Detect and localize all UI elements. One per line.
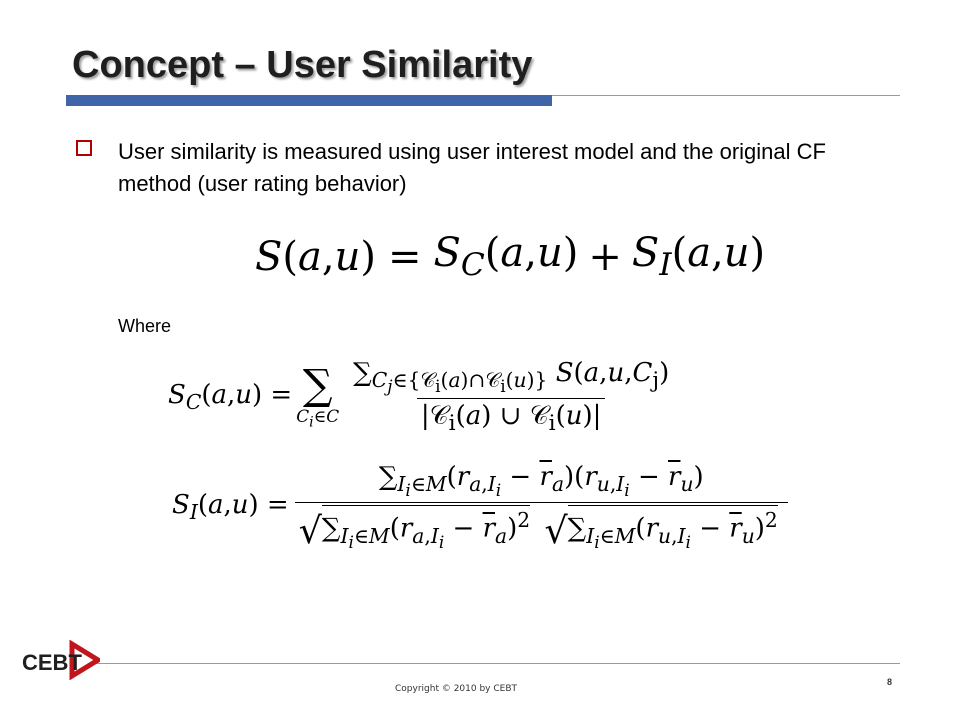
eq-sc-fraction: $\frac{\sum_{C_j\in\{𝒞_i(a)\cap 𝒞_i(u)\}} S(a,u,C_j)}{|𝒞_i(a) \cup 𝒞_i(u)|}$: [353, 358, 670, 437]
where-label: Where: [118, 316, 172, 336]
eq-main-lhs: S(a,u): [255, 233, 376, 280]
slide-title: Concept – User Similarity: [72, 44, 533, 86]
cebt-logo: [20, 640, 100, 680]
bullet-text: User similarity is measured using user interest model and the original CF method (user rating behavior): [118, 139, 826, 196]
eq-si-fraction: $\sum_{I_i\in M}(r_{a,I_i} - \overline{r}_a)(r_{u,I_i} - \overline{r}_u)$ √ $\sum_{I_i\in M}(r_{a,I_i} - \overline{r}_a)^2$ √ $\sum_{I_i\in M}(r_{u,I_i} - \overline{r}_u)^2$: [295, 462, 788, 552]
eq-main-term-sc: $S_C(a,u)$: [433, 230, 579, 283]
eq-si-lhs: $S_I(a,u)$ =: [172, 489, 289, 525]
title-underline-rule: [552, 95, 900, 96]
logo-text: CEBT: [22, 650, 82, 675]
equation-sc: [168, 358, 673, 436]
equation-si: [172, 462, 788, 552]
eq-sc-lhs: $S_C(a,u)$ =: [168, 380, 293, 415]
title-underline-bar: [66, 95, 552, 106]
page-number: 8: [887, 677, 893, 687]
bullet-square-icon: [76, 140, 92, 156]
footer-rule: [95, 663, 900, 664]
eq-main-plus: +: [588, 233, 622, 280]
copyright-text: Copyright © 2010 by CEBT: [395, 684, 518, 694]
eq-main-equals: =: [387, 233, 422, 280]
eq-main-term-si: $S_I(a,u)$: [631, 230, 766, 283]
equation-user-similarity: [255, 230, 765, 283]
eq-sc-sum: ∑ $C_i\in C$: [296, 360, 340, 431]
